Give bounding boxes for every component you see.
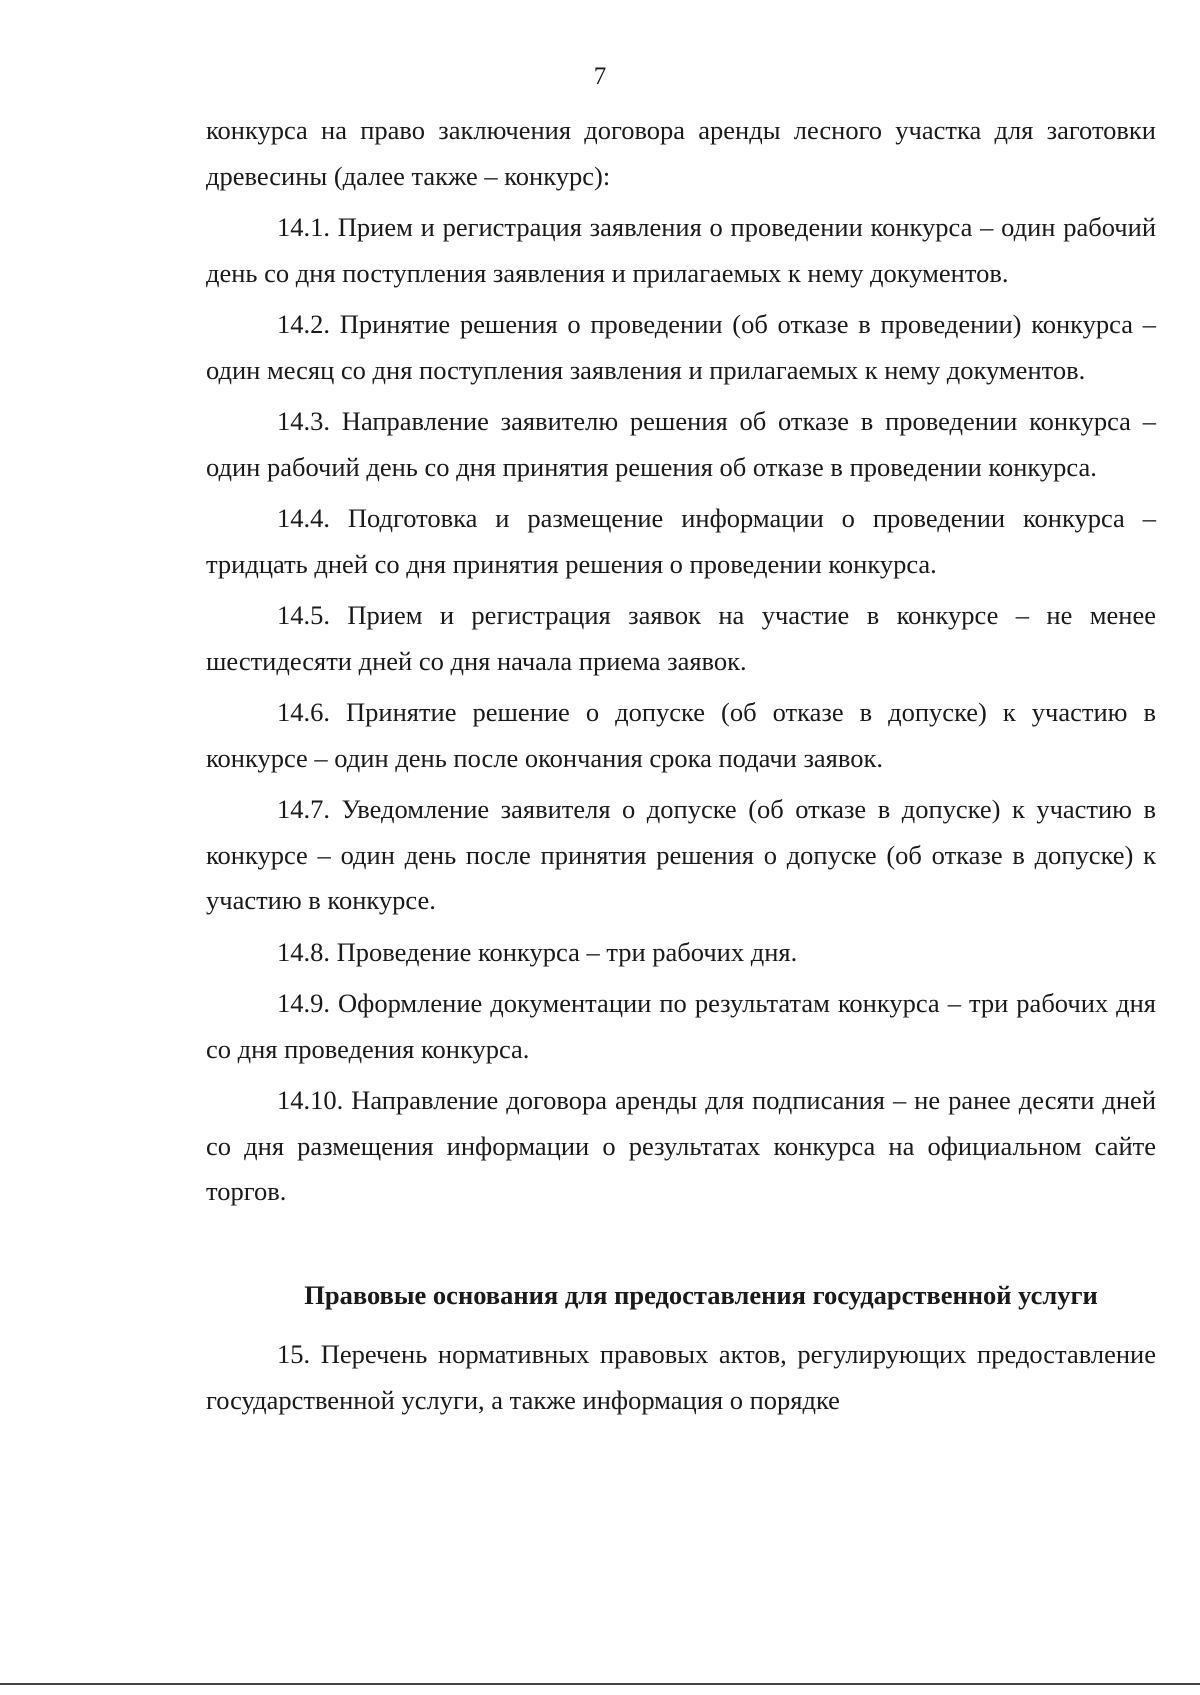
paragraph-14-3: 14.3. Направление заявителю решения об отказе в проведении конкурса – один рабочий день со дня принятия решения об отказе в проведении конкурса. (206, 406, 1156, 482)
page-number: 7 (593, 63, 607, 90)
paragraph-15: 15. Перечень нормативных правовых актов, регулирующих предоставление государственной услуги, а также информация о порядке (206, 1339, 1156, 1415)
paragraph-intro: конкурса на право заключения договора аренды лесного участка для заготовки древесины (далее также – конкурс): (206, 115, 1156, 191)
paragraph-14-8: 14.8. Проведение конкурса – три рабочих дня. (277, 936, 798, 967)
paragraph-14-9: 14.9. Оформление документации по результатам конкурса – три рабочих дня со дня проведения конкурса. (206, 988, 1156, 1064)
document-body (206, 108, 1156, 1423)
paragraph-14-4: 14.4. Подготовка и размещение информации о проведении конкурса – тридцать дней со дня принятия решения о проведении конкурса. (206, 503, 1156, 579)
paragraph-14-1: 14.1. Прием и регистрация заявления о проведении конкурса – один рабочий день со дня поступления заявления и прилагаемых к нему документов. (206, 212, 1156, 288)
page-bottom-edge (0, 1683, 1200, 1685)
paragraph-14-7: 14.7. Уведомление заявителя о допуске (об отказе в допуске) к участию в конкурсе – один день после принятия решения о допуске (об отказе в допуске) к участию в конкурсе. (206, 794, 1156, 915)
paragraph-14-10: 14.10. Направление договора аренды для подписания – не ранее десяти дней со дня размещения информации о результатах конкурса на официальном сайте торгов. (206, 1085, 1156, 1206)
paragraph-14-6: 14.6. Принятие решение о допуске (об отказе в допуске) к участию в конкурсе – один день после окончания срока подачи заявок. (206, 697, 1156, 773)
section-heading: Правовые основания для предоставления государственной услуги (304, 1279, 1098, 1310)
paragraph-14-5: 14.5. Прием и регистрация заявок на участие в конкурсе – не менее шестидесяти дней со дня начала приема заявок. (206, 600, 1156, 676)
paragraph-14-2: 14.2. Принятие решения о проведении (об отказе в проведении) конкурса – один месяц со дня поступления заявления и прилагаемых к нему документов. (206, 309, 1156, 385)
